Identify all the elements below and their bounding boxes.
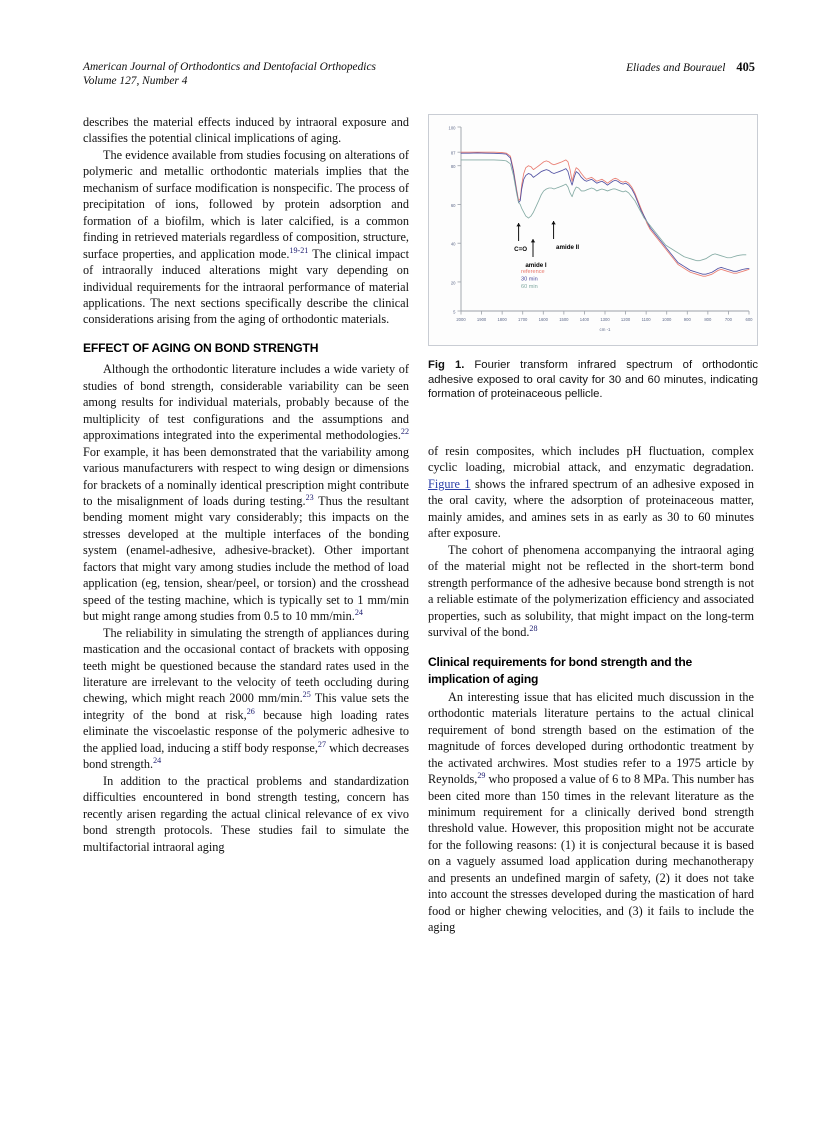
svg-text:1800: 1800 [497, 317, 507, 322]
subsection-heading: Clinical requirements for bond strength and the implication of aging [428, 655, 693, 686]
svg-text:60: 60 [450, 202, 456, 208]
right-column [428, 443, 754, 936]
paragraph [83, 773, 409, 855]
paragraph-text: The reliability in simulating the strength of appliances during mastication and the occasional contact of brackets with opposing teeth might be questioned because the standard rates used in the literature are irrelevant to the velocity of teeth occluding during chewing, which might reach 2000 mm/min. [83, 625, 409, 706]
paragraph-text: Thus the resultant bending moment might vary considerably; this impacts on the stresses developed at the multiple interfaces of the bonding system (enamel-adhesive, adhesive-bracket). Other important factors that might vary among studies include the method of load application (eg, tension, shear/peel, or torsion) and the crosshead speed of the testing machine, which is typically set to 1 mm/min but might range among studies from 0.5 to 10 mm/min. [83, 494, 409, 624]
svg-text:cm -1: cm -1 [599, 327, 611, 332]
svg-text:1400: 1400 [579, 317, 590, 322]
paragraph-text: of resin composites, which includes pH fluctuation, complex cyclic loading, microbial attack, and enzymatic degradation. [428, 444, 754, 475]
authors-and-page [626, 60, 755, 75]
svg-text:C=O: C=O [514, 246, 528, 253]
paragraph [428, 689, 754, 936]
svg-text:800: 800 [704, 317, 712, 322]
citation-ref: 23 [305, 492, 314, 502]
svg-text:1700: 1700 [518, 317, 528, 322]
journal-title: American Journal of Orthodontics and Dentofacial Orthopedics [83, 61, 376, 73]
svg-text:1900: 1900 [476, 317, 487, 322]
ftir-spectrum-chart [429, 115, 757, 345]
figure-label: Fig 1. [428, 359, 465, 371]
paragraph [83, 625, 409, 773]
paragraph [428, 542, 754, 641]
figure-cross-reference[interactable]: Figure 1 [428, 476, 471, 491]
paragraph [83, 114, 409, 147]
svg-text:1100: 1100 [641, 317, 651, 322]
citation-ref: 24 [354, 608, 363, 618]
svg-text:20: 20 [450, 280, 456, 286]
figure-1 [428, 114, 758, 402]
svg-text:amide I: amide I [525, 262, 547, 269]
citation-ref: 24 [153, 756, 162, 766]
journal-title-block [83, 60, 376, 88]
citation-ref: 29 [477, 771, 486, 781]
paragraph [83, 361, 409, 624]
figure-caption [428, 358, 758, 402]
left-column [83, 114, 409, 855]
paragraph-text: Although the orthodontic literature includes a wide variety of studies of bond strength, considerable variability can be seen among results for individual materials, probably because of the multiplicity of test configurations and the assumptions and approximations integrated into the experimental methodologies. [83, 362, 409, 443]
citation-ref: 27 [317, 739, 326, 749]
paragraph-text: The cohort of phenomena accompanying the intraoral aging of the material might not be reflected in the short-term bond strength performance of the adhesive because bond strength is not a reliable estimate of the polymerization efficiency and associated properties, such as solubility, that might impact on the long-term survival of the bond. [428, 542, 754, 639]
paragraph-text: The evidence available from studies focusing on alterations of polymeric and metallic orthodontic materials implies that the mechanism of surface modification is nonspecific. The process of precipitation of ions, followed by protein adsorption and formation of a biofilm, which is later calcified, is a common finding in retrieved materials regardless of composition, structure, surface properties, and application mode. [83, 147, 409, 261]
svg-text:700: 700 [724, 317, 732, 322]
paragraph [83, 147, 409, 328]
svg-text:30 min: 30 min [521, 276, 538, 283]
svg-text:5: 5 [453, 309, 456, 315]
svg-text:600: 600 [745, 317, 753, 322]
journal-volume-issue: Volume 127, Number 4 [83, 75, 188, 88]
citation-ref: 28 [529, 623, 538, 633]
page-number: 405 [736, 60, 755, 74]
svg-text:amide II: amide II [556, 244, 580, 251]
running-head [83, 60, 755, 88]
figure-image [428, 114, 758, 346]
section-heading: EFFECT OF AGING ON BOND STRENGTH [83, 340, 319, 355]
citation-ref: 22 [400, 427, 409, 437]
running-authors: Eliades and Bourauel [626, 62, 726, 74]
svg-text:900: 900 [683, 317, 691, 322]
svg-text:1600: 1600 [538, 317, 548, 322]
paragraph-text: This value sets the integrity of the bond at risk, [83, 691, 409, 722]
svg-text:1200: 1200 [620, 317, 631, 322]
svg-text:87: 87 [450, 150, 456, 156]
citation-ref: 19-21 [289, 245, 309, 255]
svg-text:1300: 1300 [600, 317, 610, 322]
svg-text:1500: 1500 [559, 317, 569, 322]
paragraph-text: who proposed a value of 6 to 8 MPa. This number has been cited more than 150 times in the relevant literature as the minimum requirement for a clinically derived bond strength threshold value. However, this proposition might not be accurate for the following reasons: (1) it is conjectural because it is based on a vaguely assumed load application during mechanotherapy and presents an undefined margin of safety, (2) it does not take into account the stresses developed during the mastication of hard food or higher chewing velocities, and (3) it fails to include the aging [428, 772, 754, 935]
paragraph-text: An interesting issue that has elicited much discussion in the orthodontic materials literature pertains to the actual clinical requirement of bond strength based on the estimation of the magnitude of forces developed during orthodontic treatment by the activated archwires. Most studies refer to a 1975 article by Reynolds, [428, 689, 754, 787]
svg-text:1000: 1000 [662, 317, 672, 322]
paragraph [428, 443, 754, 542]
figure-caption-text: Fourier transform infrared spectrum of orthodontic adhesive exposed to oral cavity for 30 and 60 minutes, indicating formation of proteinaceous pellicle. [428, 359, 759, 401]
svg-text:60 min: 60 min [521, 284, 538, 291]
svg-text:40: 40 [450, 241, 456, 247]
svg-text:80: 80 [450, 164, 456, 170]
paragraph-text: which decreases bond strength. [83, 740, 409, 772]
paragraph-text: because high loading rates eliminate the viscoelastic response of the polymeric adhesive to the applied load, inducing a stiff body response, [83, 707, 409, 755]
paragraph-text: For example, it has been demonstrated that the variability among various manufacturers with respect to wing design or dimensions for brackets of a nominally identical prescription might contribute to the misalignment of loads during testing. [83, 444, 409, 509]
svg-text:100: 100 [448, 125, 456, 131]
svg-text:reference: reference [521, 269, 545, 275]
citation-ref: 25 [302, 690, 311, 700]
paragraph-text: describes the material effects induced by intraoral exposure and classifies the potential clinical implications of aging. [83, 115, 409, 146]
svg-text:2000: 2000 [456, 317, 466, 322]
citation-ref: 26 [246, 706, 255, 716]
paragraph-text: shows the infrared spectrum of an adhesive exposed in the oral cavity, where the adsorption of proteinaceous matter, mainly amides, and amines sets in as early as 30 to 60 minutes after exposure. [428, 476, 755, 541]
paragraph-text: In addition to the practical problems and standardization difficulties encountered in bond strength testing, concern has recently arisen regarding the actual clinical relevance of ex vivo bond strength protocols. These studies fail to simulate the multifactorial intraoral aging [83, 773, 409, 854]
paragraph-text: The clinical impact of intraorally induced alterations might vary depending on individual requirements for the intraoral performance of material applications. The next sections specifically describe the clinical considerations arising from the aging of orthodontic materials. [83, 246, 409, 327]
